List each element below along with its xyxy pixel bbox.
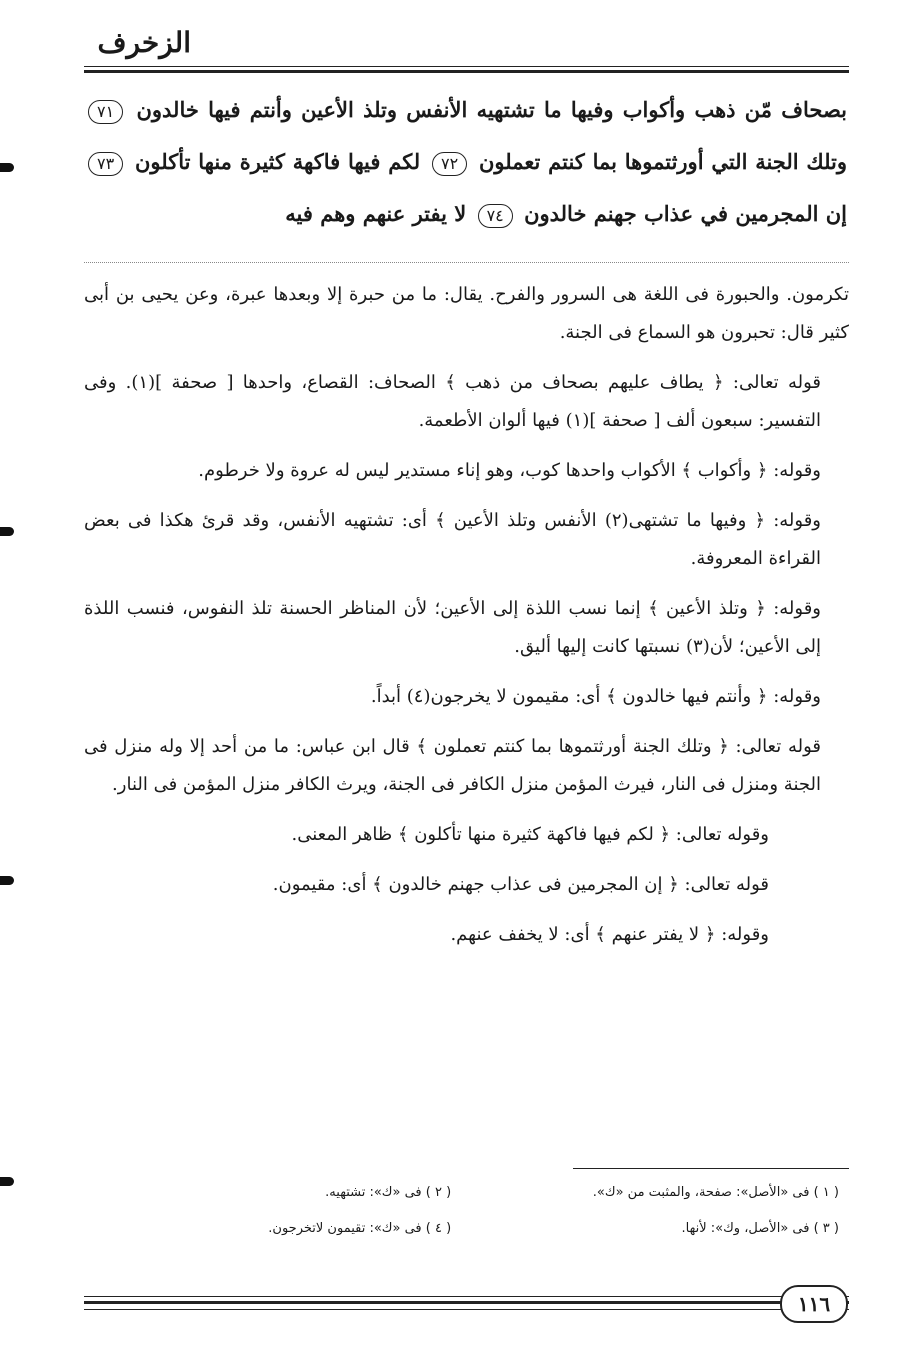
quran-verses-block	[84, 84, 847, 240]
commentary-paragraph: قوله تعالى: ﴿ إن المجرمين فى عذاب جهنم خالدون ﴾ أى: مقيمون.	[272, 874, 769, 895]
footnote: ( ١ ) فى «الأصل»: صفحة، والمثبت من «ك».	[592, 1185, 839, 1200]
commentary-paragraph: وقوله: ﴿ وأنتم فيها خالدون ﴾ أى: مقيمون لا يخرجون(٤) أبداً.	[370, 686, 821, 707]
commentary-paragraph: قوله تعالى: ﴿ وتلك الجنة أورثتموها بما كنتم تعملون ﴾ قال ابن عباس: ما من أحد إلا وله منزل فى الجنة ومنزل فى النار، فيرث المؤمن منزل الكافر فى الجنة، ويرث الكافر منزل المؤمن فى النار.	[84, 736, 821, 795]
scan-margin-mark	[0, 1177, 14, 1186]
commentary-paragraph: وقوله: ﴿ وفيها ما تشتهى(٢) الأنفس وتلذ الأعين ﴾ أى: تشتهيه الأنفس، وقد قرئ هكذا فى بعض القراءة المعروفة.	[84, 510, 821, 569]
verse-number-badge: ٧١	[88, 100, 123, 124]
footer-rule-thick	[84, 1301, 849, 1304]
page-number-badge: ١١٦	[780, 1285, 848, 1323]
header-rule-thick	[84, 70, 849, 73]
verse-separator-rule	[84, 262, 849, 263]
footnote: ( ٢ ) فى «ك»: تشتهيه.	[325, 1185, 452, 1200]
running-header-surah-title: الزخرف	[97, 26, 191, 59]
verse-text: لكم فيها فاكهة كثيرة منها تأكلون	[135, 149, 421, 174]
verse-text: إن المجرمين في عذاب جهنم خالدون	[524, 201, 847, 226]
commentary-paragraph: تكرمون. والحبورة فى اللغة هى السرور والفرح. يقال: ما من حبرة إلا وبعدها عبرة، وعن يحيى بن أبى كثير قال: تحبرون هو السماع فى الجنة.	[84, 284, 849, 343]
verse-text: لا يفتر عنهم وهم فيه	[285, 201, 467, 226]
commentary-paragraph: وقوله: ﴿ وتلذ الأعين ﴾ إنما نسب اللذة إلى الأعين؛ لأن المناظر الحسنة تلذ النفوس، فنسب اللذة إلى الأعين؛ لأن(٣) نسبتها كانت إليها أليق.	[84, 598, 821, 657]
scan-margin-mark	[0, 527, 14, 536]
commentary-body	[84, 276, 849, 966]
commentary-paragraph: وقوله تعالى: ﴿ لكم فيها فاكهة كثيرة منها تأكلون ﴾ ظاهر المعنى.	[291, 824, 769, 845]
header-rule-thin	[84, 66, 849, 67]
footnotes-block	[84, 1180, 849, 1252]
verse-number-badge: ٧٢	[432, 152, 467, 176]
commentary-paragraph: وقوله: ﴿ لا يفتر عنهم ﴾ أى: لا يخفف عنهم.	[450, 924, 769, 945]
verse-text: بصحاف مّن ذهب وأكواب وفيها ما تشتهيه الأنفس وتلذ الأعين وأنتم فيها خالدون	[136, 97, 848, 122]
footnote: ( ٣ ) فى «الأصل، وك»: لأنها.	[681, 1221, 839, 1236]
footnote-row	[84, 1216, 849, 1252]
footer-rule-thin	[84, 1309, 849, 1310]
scan-margin-mark	[0, 163, 14, 172]
commentary-paragraph: وقوله: ﴿ وأكواب ﴾ الأكواب واحدها كوب، وهو إناء مستدير ليس له عروة ولا خرطوم.	[198, 460, 821, 481]
commentary-paragraph: قوله تعالى: ﴿ يطاف عليهم بصحاف من ذهب ﴾ الصحاف: القصاع، واحدها [ صحفة ](١). وفى التفسير: سبعون ألف [ صحفة ](١) فيها ألوان الأطعمة.	[84, 372, 822, 431]
footnote-separator-rule	[573, 1168, 849, 1169]
verse-number-badge: ٧٤	[478, 204, 513, 228]
verse-text: وتلك الجنة التي أورثتموها بما كنتم تعملون	[479, 149, 848, 174]
verse-number-badge: ٧٣	[88, 152, 123, 176]
footer-rule-thin	[84, 1296, 849, 1297]
footnote-row	[84, 1180, 849, 1216]
scan-margin-mark	[0, 876, 14, 885]
footnote: ( ٤ ) فى «ك»: تقيمون لاتخرجون.	[268, 1221, 452, 1236]
